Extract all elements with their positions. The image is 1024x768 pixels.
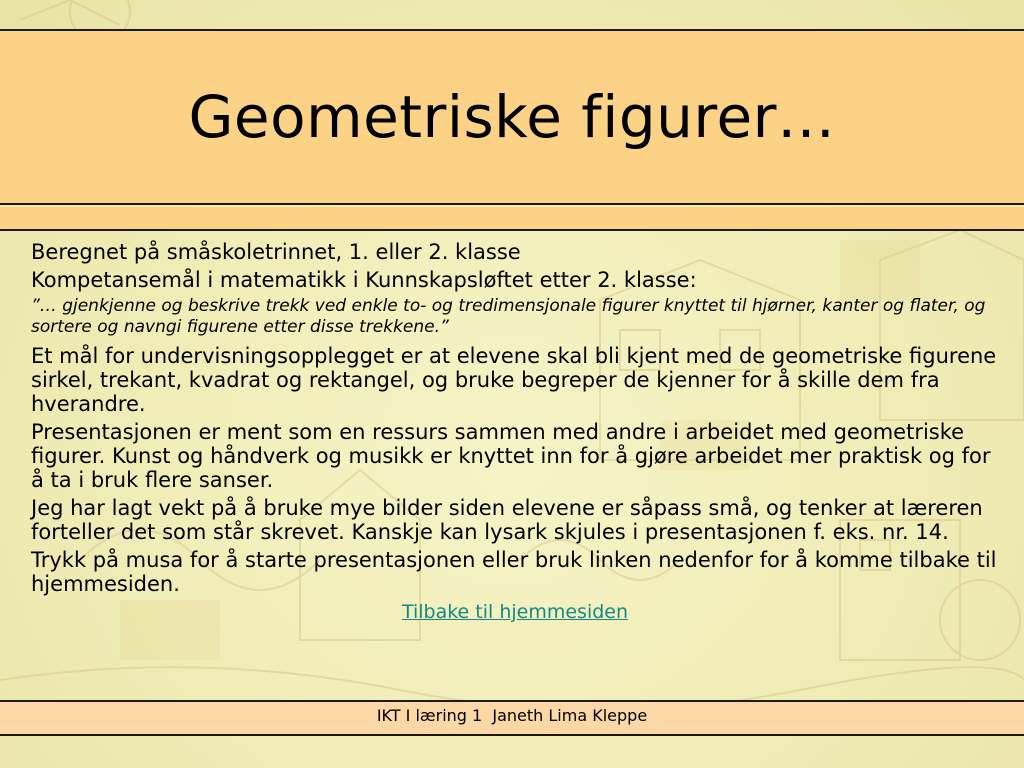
link-row xyxy=(31,600,999,624)
curriculum-quote: ”… gjenkjenne og beskrive trekk ved enkle to- og tredimensjonale figurer knyttet til hjørner, kanter og flater, og sortere og navngi figurene etter disse trekkene.” xyxy=(31,296,986,337)
slide-content xyxy=(31,240,999,624)
slide-title: Geometriske figurer… xyxy=(188,83,836,151)
title-band xyxy=(0,207,1024,231)
body-paragraph: Et mål for undervisningsopplegget er at elevene skal bli kjent med de geometriske figurene sirkel, trekant, kvadrat og rektangel, og bruke begreper de kjenner for å skille dem fra hverandre. xyxy=(31,344,997,416)
body-paragraph: Kompetansemål i matematikk i Kunnskapsløftet etter 2. klasse: xyxy=(31,268,697,292)
body-paragraph: Presentasjonen er ment som en ressurs sammen med andre i arbeidet med geometriske figurer. Kunst og håndverk og musikk er knyttet inn for å gjøre arbeidet mer praktisk og for å ta i bruk flere sanser. xyxy=(31,420,991,492)
body-paragraph: Trykk på musa for å starte presentasjonen eller bruk linken nedenfor for å komme tilbake til hjemmesiden. xyxy=(31,548,997,596)
body-paragraph: Beregnet på småskoletrinnet, 1. eller 2. klasse xyxy=(31,240,521,264)
home-link[interactable]: Tilbake til hjemmesiden xyxy=(401,601,629,623)
footer-text: IKT I læring 1 Janeth Lima Kleppe xyxy=(376,706,648,725)
body-paragraph: Jeg har lagt vekt på å bruke mye bilder siden elevene er såpass små, og tenker at læreren forteller det som står skrevet. Kanskje kan lysark skjules i presentasjonen f. eks. nr. 14. xyxy=(31,496,983,544)
